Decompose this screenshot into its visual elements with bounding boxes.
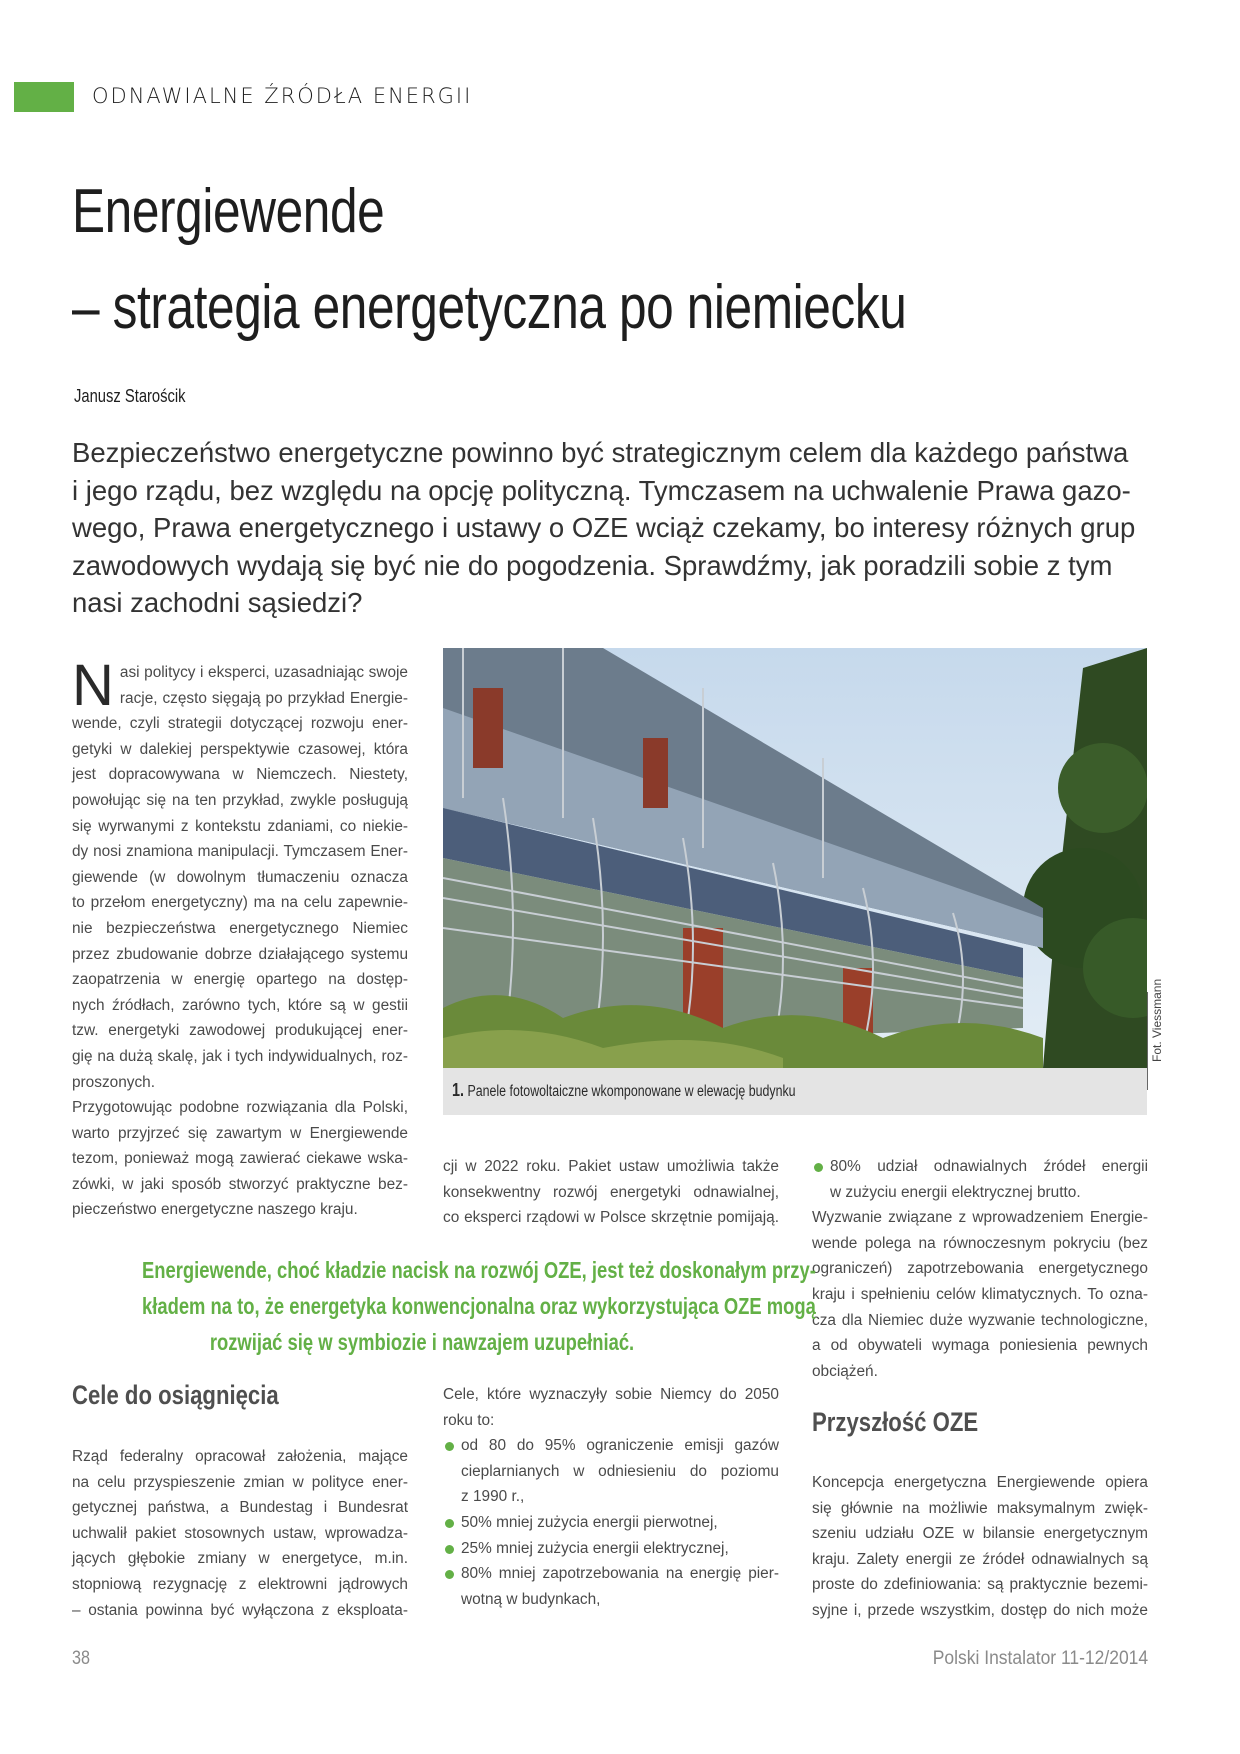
body-line: powołując się na ten przykład, zwykle posługują [72, 791, 408, 809]
figure-number: 1. [452, 1080, 465, 1100]
goal-bullet-item [812, 1154, 1148, 1205]
body-line: to przełom energetyczny) ma na celu zapewnie- [72, 894, 408, 912]
body-line: Koncepcja energetyczna Energiewende opiera [812, 1474, 1148, 1491]
goals-list [443, 1382, 779, 1612]
body-line: na celu przyspieszenie zmian w polityce ener- [72, 1473, 408, 1491]
body-line: warto przyjrzeć się zawartym w Energiewende [72, 1124, 408, 1142]
goal-bullet-item [443, 1433, 779, 1510]
body-line: jących głębokie zmiany w energetyce, m.in. [72, 1550, 408, 1568]
body-line: konsekwentny rozwój energetyki odnawialnej, [443, 1183, 779, 1201]
body-line: 50% mniej zużycia energii pierwotnej, [461, 1513, 718, 1531]
pull-quote [72, 1252, 816, 1360]
body-line: pieczeństwo energetyczne naszego kraju. [72, 1201, 358, 1219]
lead-line: zawodowych wydają się być nie do pogodzenia. Sprawdźmy, jak poradzili sobie z tym [72, 549, 1113, 581]
body-line: Cele, które wyznaczyły sobie Niemcy do 2050 [443, 1386, 779, 1403]
body-line: dy nosi znamiona manipulacji. Tymczasem Ener- [72, 843, 408, 861]
body-line: racje, często sięgają po przykład Energie- [119, 689, 408, 707]
goal-bullet-item [443, 1561, 779, 1612]
goals-section-body [72, 1444, 408, 1623]
body-line: getyki w dalekiej perspektywie czasowej, która [72, 740, 408, 758]
body-line: 25% mniej zużycia energii elektrycznej, [461, 1539, 729, 1557]
goal-bullet-item [443, 1510, 779, 1536]
body-line: – ostania powinna być wyłączona z eksploata- [72, 1601, 408, 1619]
section-color-bar [14, 82, 74, 112]
body-line: 80% mniej zapotrzebowania na energię pier- [461, 1565, 779, 1583]
body-line: co eksperci rządowi w Polsce skrzętnie pomijają. [443, 1209, 779, 1227]
body-line: kraju. Zalety energii ze źródeł odnawialnych są [812, 1550, 1148, 1568]
body-line: tzw. energetyki zawodowej produkującej ener- [72, 1022, 408, 1040]
body-line: Wyzwanie związane z wprowadzeniem Energie- [812, 1209, 1148, 1227]
body-line: Przygotowując podobne rozwiązania dla Polski, [72, 1099, 408, 1117]
publication-issue: Polski Instalator 11-12/2014 [932, 1648, 1148, 1669]
body-column-2-top [443, 1154, 779, 1231]
article-title-line1: Energiewende [72, 177, 385, 246]
body-line: w zużyciu energii elektrycznej brutto. [830, 1183, 1081, 1201]
body-column-3-top [812, 1154, 1148, 1384]
body-column-1 [72, 653, 408, 1223]
section-heading-goals: Cele do osiągnięcia [72, 1380, 279, 1410]
lead-line: wego, Prawa energetycznego i ustawy o OZE wciąż czekamy, bo interesy różnych grup [72, 512, 1136, 543]
body-line: wotną w budynkach, [461, 1590, 601, 1608]
future-section-body [812, 1470, 1148, 1624]
body-line: od 80 do 95% ograniczenie emisji gazów [461, 1437, 779, 1455]
body-line: getycznej państwa, a Bundestag i Bundesrat [72, 1499, 408, 1517]
body-line: wende polega na równoczesnym pokryciu (bez [812, 1234, 1148, 1252]
body-line: szeniu udziału OZE w bilansie energetycznym [812, 1525, 1148, 1543]
figure-caption-text: Panele fotowoltaiczne wkomponowane w elewację budynku [467, 1083, 796, 1100]
body-line: Rząd federalny opracował założenia, mające [72, 1448, 408, 1465]
body-line: przez zbudowanie dobrze działającego systemu [72, 945, 408, 963]
body-line: się wyrwanymi z kontekstu zdaniami, co niekie- [72, 817, 408, 835]
building-photo [443, 648, 1147, 1068]
article-lead [72, 434, 1152, 622]
body-line: gię na dużą skalę, jak i tych indywidualnych, roz- [72, 1047, 408, 1065]
body-line: się głównie na możliwie maksymalnym zwięk- [812, 1499, 1148, 1517]
body-line: obciążeń. [812, 1362, 878, 1380]
body-line: syjne i, przede wszystkim, dostęp do nich może [812, 1601, 1148, 1619]
body-line: zaopatrzenia w energię opartego na dostęp- [72, 971, 408, 989]
page-number: 38 [72, 1648, 90, 1669]
body-line: cza dla Niemiec duże wyzwanie technologiczne, [812, 1311, 1148, 1329]
pull-quote-line: rozwijać się w symbiozie i nawzajem uzupełniać. [209, 1329, 635, 1355]
body-line: roku to: [443, 1411, 495, 1429]
body-line: asi politycy i eksperci, uzasadniając swoje [119, 664, 408, 681]
photo-credit: Fot. Viessmann [1150, 978, 1164, 1062]
goal-bullet-item [443, 1536, 779, 1562]
body-line: z 1990 r., [461, 1488, 525, 1506]
body-line: ograniczeń) zapotrzebowania energetycznego [812, 1260, 1148, 1278]
building-photo-illustration [443, 648, 1147, 1068]
body-line: proszonych. [72, 1073, 155, 1091]
body-line: giewende (w dowolnym tłumaczeniu oznacza [72, 868, 408, 886]
body-line: cji w 2022 roku. Pakiet ustaw umożliwia także [443, 1158, 779, 1175]
body-line: zówki, w jaki sposób stworzyć praktyczne bez- [72, 1175, 408, 1193]
lead-line: i jego rządu, bez względu na opcję polityczną. Tymczasem na uchwalenie Prawa gazo- [72, 474, 1131, 506]
body-line: nych źródłach, zarówno tych, które są w gestii [72, 996, 408, 1014]
article-title-line2: – strategia energetyczna po niemiecku [72, 273, 907, 342]
body-line: kraju i spełnieniu celów klimatycznych. To ozna- [812, 1285, 1148, 1303]
credit-divider [1147, 992, 1148, 1090]
body-line: stopniową rezygnację z elektrowni jądrowych [72, 1575, 408, 1593]
section-label: ODNAWIALNE ŹRÓDŁA ENERGII [92, 84, 473, 108]
body-line: uchwalił pakiet stosownych ustaw, wprowadza- [72, 1524, 408, 1542]
drop-cap: N [72, 653, 114, 718]
body-line: proste do zdefiniowania: są praktycznie bezemi- [812, 1576, 1148, 1594]
body-line: jest dopracowywana w Niemczech. Niestety, [72, 766, 408, 784]
section-heading-future: Przyszłość OZE [812, 1407, 979, 1437]
body-line: nie bezpieczeństwa energetycznego Niemiec [72, 919, 408, 937]
body-line: 80% udział odnawialnych źródeł energii [830, 1158, 1148, 1175]
figure-caption [452, 1080, 796, 1101]
body-line: wende, czyli strategii dotyczącej rozwoju ener- [72, 715, 408, 733]
lead-line: nasi zachodni sąsiedzi? [72, 587, 363, 618]
article-author: Janusz Starościk [74, 386, 186, 406]
body-line: tezom, ponieważ mogą zawierać ciekawe wska- [72, 1150, 408, 1168]
pull-quote-line: Energiewende, choć kładzie nacisk na rozwój OZE, jest też doskonałym przy- [142, 1257, 816, 1283]
pull-quote-line: kładem na to, że energetyka konwencjonalna oraz wykorzystująca OZE mogą [142, 1293, 816, 1319]
body-line: cieplarnianych w odniesieniu do poziomu [461, 1462, 779, 1480]
lead-line: Bezpieczeństwo energetyczne powinno być strategicznym celem dla każdego państwa [72, 437, 1129, 468]
body-line: a od obywateli wymaga poniesienia pewnych [812, 1337, 1148, 1355]
